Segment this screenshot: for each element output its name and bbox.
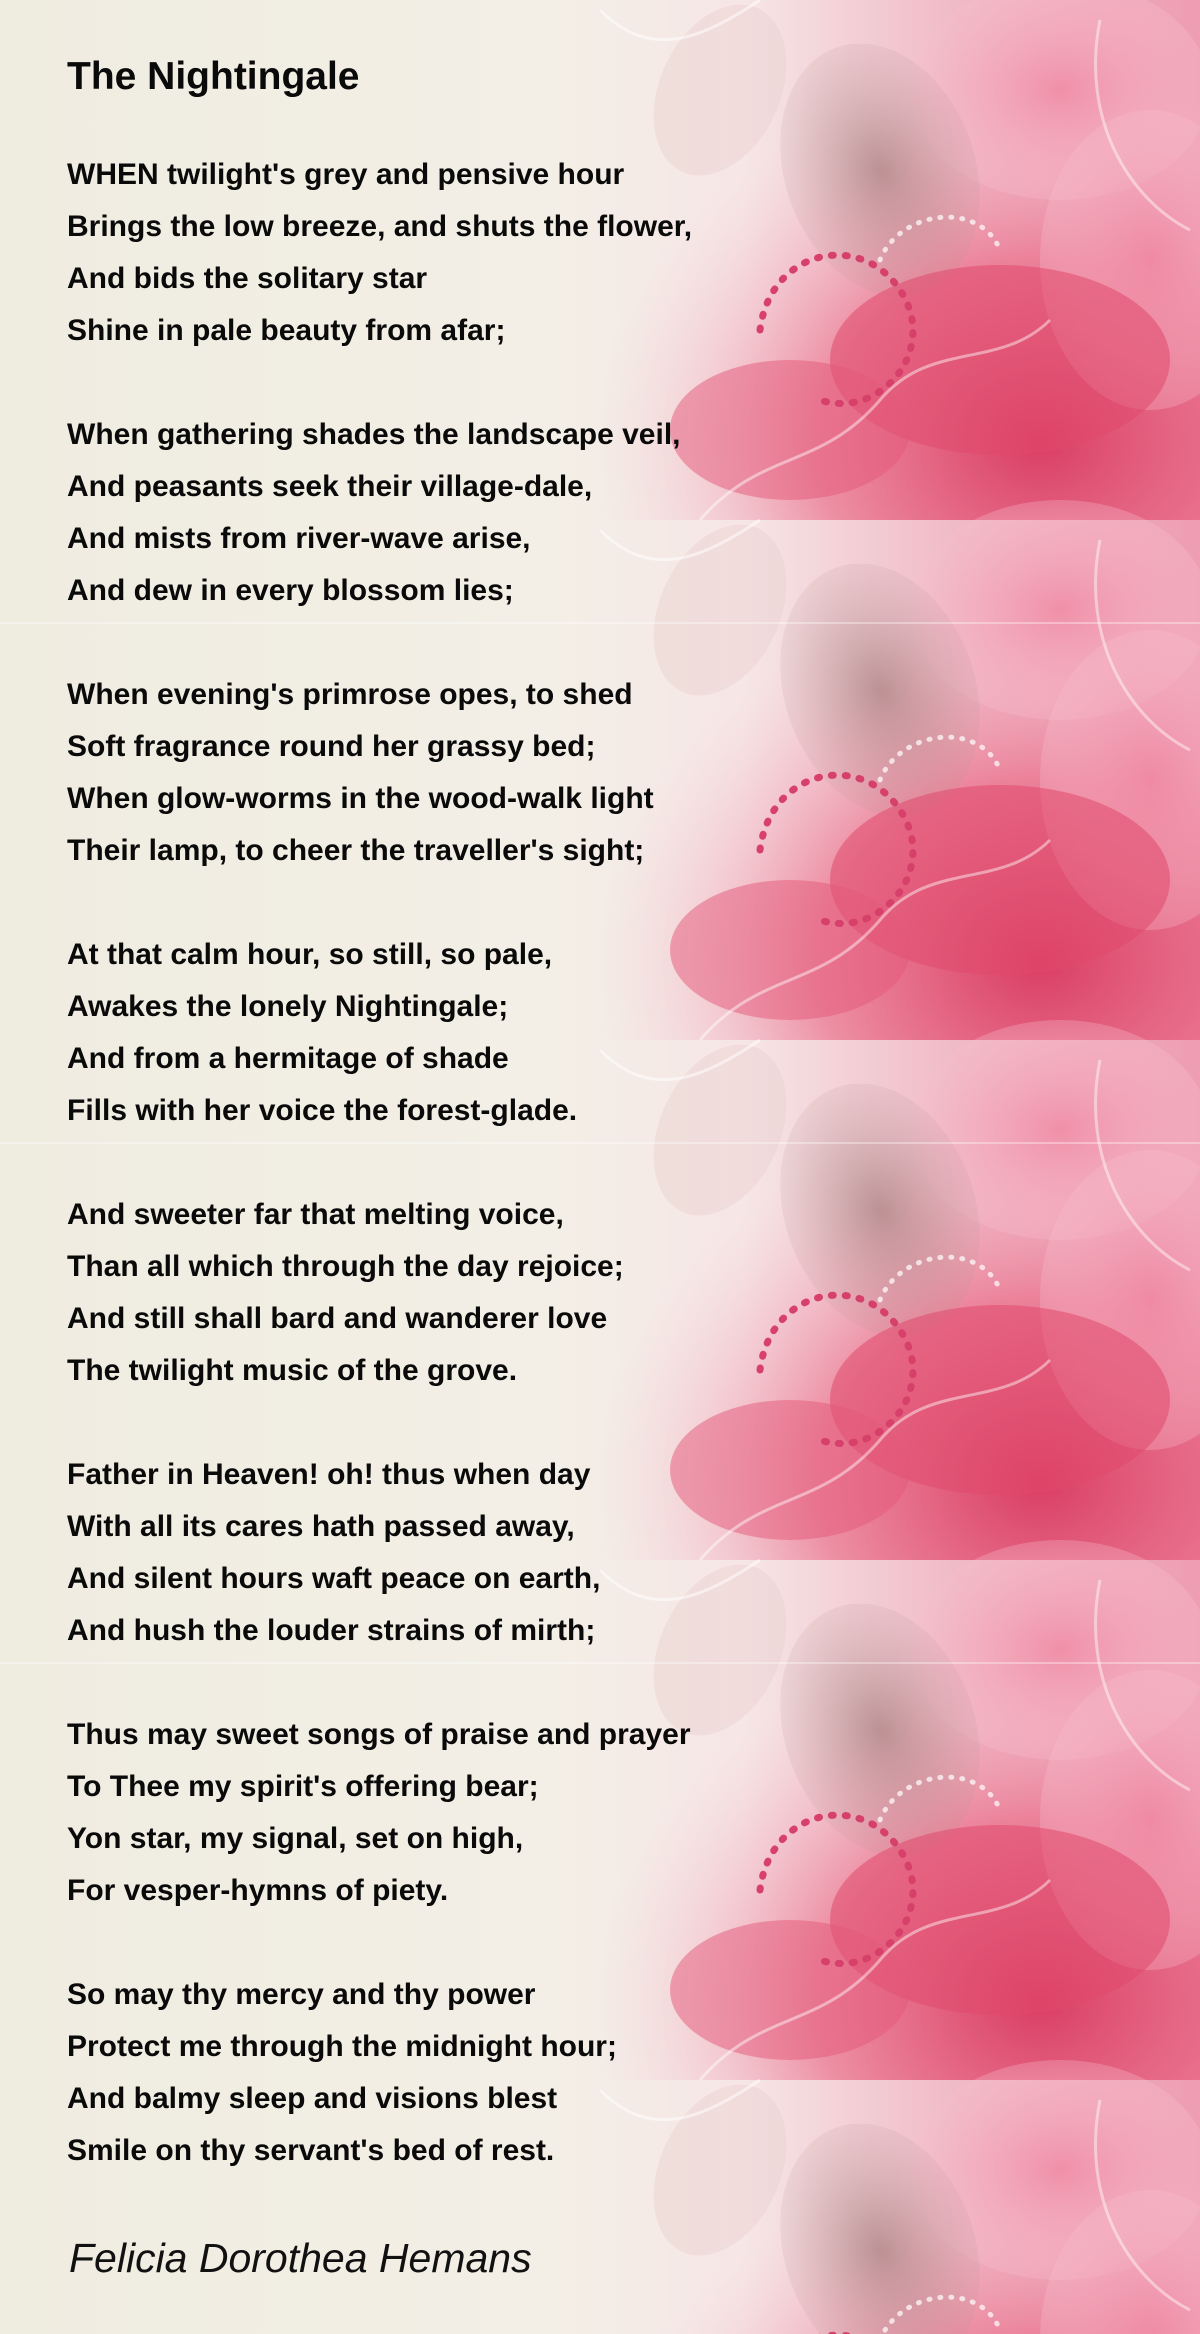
stanza-6 [67,1449,1067,1657]
poem-line: And hush the louder strains of mirth; [67,1614,596,1647]
poem-line: And still shall bard and wanderer love [67,1302,608,1335]
stanza-1 [67,149,1067,357]
poem-line: And balmy sleep and visions blest [67,2082,558,2115]
poem-line: For vesper-hymns of piety. [67,1874,449,1907]
poem-line: Yon star, my signal, set on high, [67,1822,524,1855]
poem-line: And bids the solitary star [67,262,428,295]
poem-line: Protect me through the midnight hour; [67,2030,617,2063]
poem-line: And silent hours waft peace on earth, [67,1562,601,1595]
poem-line: Soft fragrance round her grassy bed; [67,730,596,763]
poem-line: When gathering shades the landscape veil, [67,418,681,451]
poem-line: Than all which through the day rejoice; [67,1250,624,1283]
poem-line: And mists from river-wave arise, [67,522,531,555]
stanza-8 [67,1969,1067,2177]
stanza-7 [67,1709,1067,1917]
poem-title: The Nightingale [67,55,360,98]
stanza-2 [67,409,1067,617]
poem-line: With all its cares hath passed away, [67,1510,575,1543]
stanza-4 [67,929,1067,1137]
poem-line: And from a hermitage of shade [67,1042,509,1075]
poem-author: Felicia Dorothea Hemans [69,2235,532,2281]
poem-line: And sweeter far that melting voice, [67,1198,564,1231]
poem-line: To Thee my spirit's offering bear; [67,1770,539,1803]
poem-line: And dew in every blossom lies; [67,574,514,607]
poem-line: Awakes the lonely Nightingale; [67,990,509,1023]
poem-line: And peasants seek their village-dale, [67,470,593,503]
poem-line: At that calm hour, so still, so pale, [67,938,553,971]
poem-line: Thus may sweet songs of praise and prayer [67,1718,691,1751]
poem-line: When evening's primrose opes, to shed [67,678,633,711]
poem-line: When glow-worms in the wood-walk light [67,782,654,815]
poem-line: Smile on thy servant's bed of rest. [67,2134,555,2167]
poem-line: Their lamp, to cheer the traveller's sight; [67,834,645,867]
poem-line: Brings the low breeze, and shuts the flower, [67,210,693,243]
poem-line: So may thy mercy and thy power [67,1978,536,2011]
poem-line: Father in Heaven! oh! thus when day [67,1458,591,1491]
poem-line: WHEN twilight's grey and pensive hour [67,158,625,191]
poem-line: The twilight music of the grove. [67,1354,518,1387]
poem-line: Fills with her voice the forest-glade. [67,1094,578,1127]
stanza-5 [67,1189,1067,1397]
stanza-3 [67,669,1067,877]
poem-line: Shine in pale beauty from afar; [67,314,506,347]
